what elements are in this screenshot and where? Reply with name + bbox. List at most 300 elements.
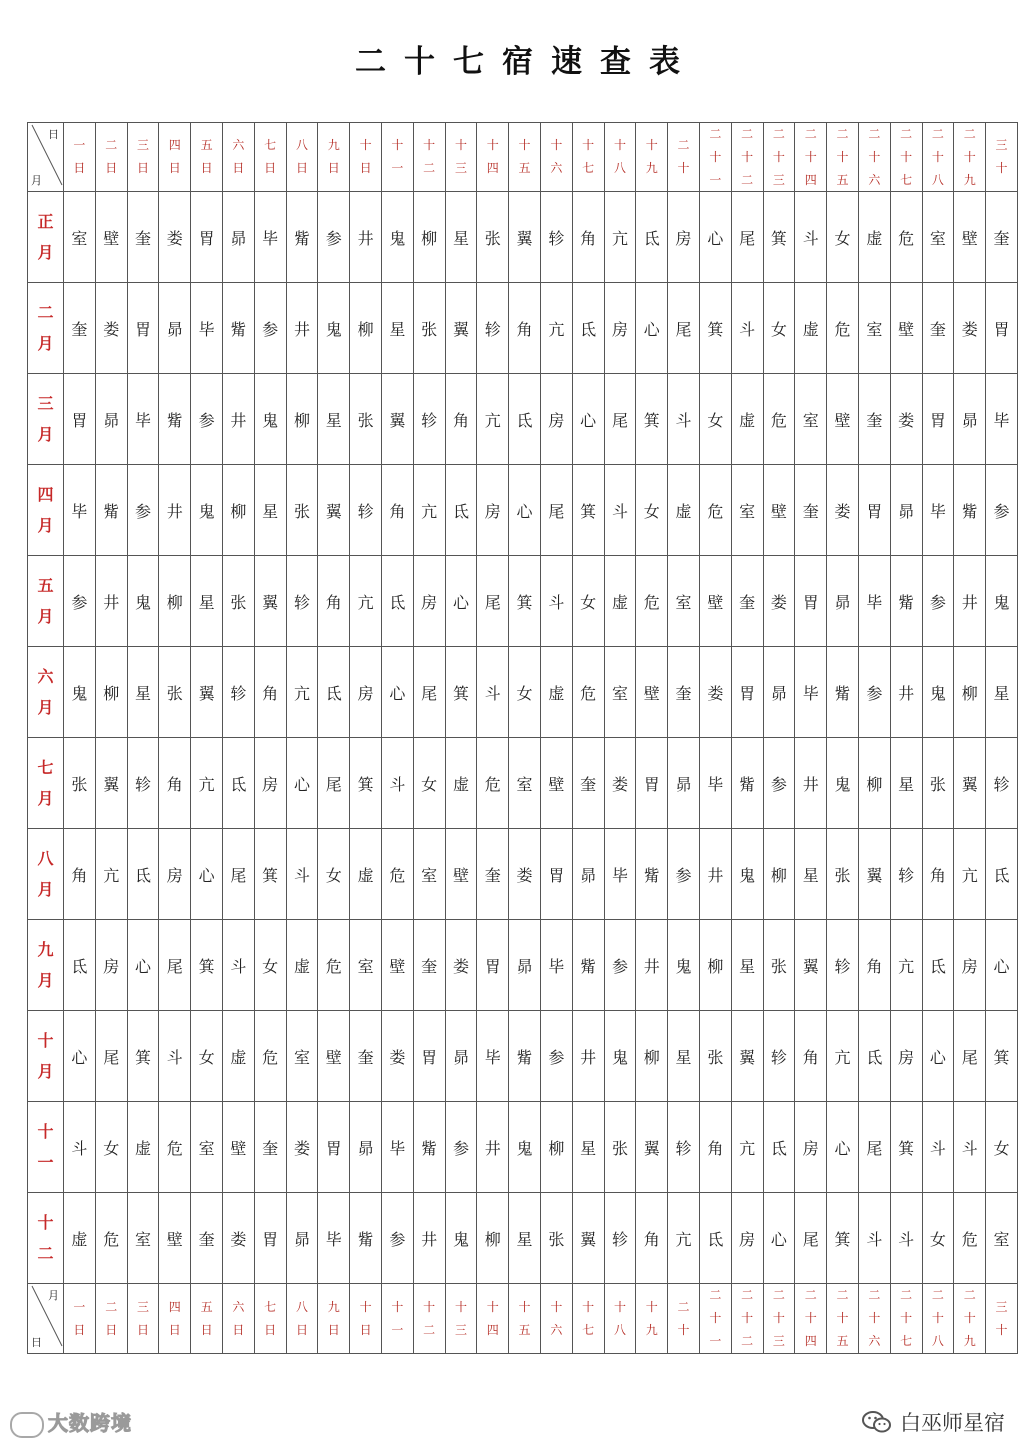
mansion-cell: 毕 [381, 1102, 413, 1193]
mansion-cell: 鬼 [986, 556, 1018, 647]
mansion-cell: 参 [763, 738, 795, 829]
month-label-char: 一 [37, 1153, 54, 1173]
mansion-cell: 房 [95, 920, 127, 1011]
mansion-cell: 亢 [286, 647, 318, 738]
mansion-cell: 斗 [540, 556, 572, 647]
mansion-cell: 毕 [540, 920, 572, 1011]
month-label [28, 920, 64, 1011]
day-label-char: 三 [136, 1299, 149, 1314]
day-label-char: 八 [613, 1322, 626, 1337]
mansion-cell: 亢 [731, 1102, 763, 1193]
day-label-char: 七 [900, 172, 913, 187]
day-label [699, 123, 731, 192]
mansion-cell: 角 [572, 192, 604, 283]
day-label-char: 日 [295, 161, 308, 176]
mansion-cell: 翼 [191, 647, 223, 738]
day-label [954, 123, 986, 192]
mansion-cell: 奎 [795, 465, 827, 556]
mansion-cell: 箕 [827, 1193, 859, 1284]
mansion-cell: 斗 [604, 465, 636, 556]
mansion-cell: 箕 [127, 1011, 159, 1102]
mansion-cell: 虚 [127, 1102, 159, 1193]
mansion-cell: 危 [572, 647, 604, 738]
day-label-char: 日 [359, 161, 372, 176]
day-label-char: 十 [423, 138, 436, 153]
mansion-cell: 箕 [890, 1102, 922, 1193]
day-label-char: 十 [613, 138, 626, 153]
mansion-cell: 氐 [699, 1193, 731, 1284]
day-label-char: 十 [772, 149, 785, 164]
mansion-cell: 娄 [890, 374, 922, 465]
month-row [28, 1193, 1018, 1284]
mansion-cell: 亢 [191, 738, 223, 829]
mansion-cell: 星 [572, 1102, 604, 1193]
mansion-cell: 鬼 [127, 556, 159, 647]
month-row [28, 829, 1018, 920]
day-label-char: 六 [868, 1333, 881, 1348]
mansion-cell: 昴 [509, 920, 541, 1011]
mansion-cell: 壁 [222, 1102, 254, 1193]
mansion-cell: 觜 [890, 556, 922, 647]
day-label-char: 十 [518, 138, 531, 153]
day-label-char: 五 [200, 1299, 213, 1314]
mansion-cell: 翼 [731, 1011, 763, 1102]
day-label-char: 二 [868, 127, 881, 141]
day-label-char: 日 [73, 161, 86, 176]
mansion-cell: 女 [636, 465, 668, 556]
day-label [222, 1284, 254, 1353]
mansion-cell: 鬼 [64, 647, 96, 738]
mansion-cell: 胃 [413, 1011, 445, 1102]
day-label-char: 九 [645, 161, 658, 176]
mansion-cell: 亢 [477, 374, 509, 465]
day-label-char: 日 [359, 1322, 372, 1337]
day-label [731, 123, 763, 192]
mansion-cell: 柳 [286, 374, 318, 465]
day-label [858, 123, 890, 192]
day-label [318, 123, 350, 192]
mansion-cell: 女 [572, 556, 604, 647]
mansion-cell: 鬼 [827, 738, 859, 829]
mansion-cell: 室 [413, 829, 445, 920]
mansion-cell: 女 [95, 1102, 127, 1193]
mansion-cell: 氐 [763, 1102, 795, 1193]
mansion-cell: 室 [922, 192, 954, 283]
mansion-cell: 柳 [350, 283, 382, 374]
mansion-cell: 室 [731, 465, 763, 556]
mansion-cell: 张 [604, 1102, 636, 1193]
day-label-char: 二 [900, 127, 913, 141]
day-label-char: 日 [232, 1322, 245, 1337]
day-label-char: 二 [931, 127, 944, 141]
mansion-cell: 房 [954, 920, 986, 1011]
day-label-char: 日 [73, 1322, 86, 1337]
day-label-char: 九 [327, 1299, 340, 1314]
mansion-cell: 房 [350, 647, 382, 738]
mansion-cell: 星 [191, 556, 223, 647]
mansion-cell: 胃 [64, 374, 96, 465]
mansion-cell: 轸 [827, 920, 859, 1011]
mansion-cell: 女 [254, 920, 286, 1011]
mansion-cell: 胃 [540, 829, 572, 920]
mansion-cell: 心 [922, 1011, 954, 1102]
mansion-cell: 参 [922, 556, 954, 647]
day-label-char: 日 [232, 161, 245, 176]
day-label [64, 1284, 96, 1353]
mansion-cell: 翼 [509, 192, 541, 283]
mansion-cell: 斗 [381, 738, 413, 829]
mansion-cell: 轸 [540, 192, 572, 283]
mansion-cell: 箕 [636, 374, 668, 465]
mansion-cell: 氐 [572, 283, 604, 374]
mansion-cell: 轸 [986, 738, 1018, 829]
mansion-cell: 心 [381, 647, 413, 738]
month-label-char: 月 [37, 789, 54, 809]
day-label-char: 一 [391, 1322, 404, 1337]
mansion-lookup-table [27, 122, 1018, 1354]
month-label [28, 1193, 64, 1284]
mansion-cell: 娄 [827, 465, 859, 556]
day-label-char: 二 [804, 1288, 817, 1303]
mansion-cell: 张 [413, 283, 445, 374]
day-label-char: 十 [995, 1322, 1008, 1337]
mansion-cell: 毕 [64, 465, 96, 556]
mansion-cell: 娄 [954, 283, 986, 374]
day-label [95, 123, 127, 192]
mansion-cell: 尾 [731, 192, 763, 283]
mansion-cell: 昴 [890, 465, 922, 556]
mansion-cell: 奎 [986, 192, 1018, 283]
mansion-cell: 心 [191, 829, 223, 920]
mansion-cell: 危 [95, 1193, 127, 1284]
day-label-char: 一 [73, 1299, 86, 1314]
mansion-cell: 房 [668, 192, 700, 283]
weibo-logo-icon [10, 1412, 44, 1438]
day-label [763, 123, 795, 192]
mansion-cell: 心 [572, 374, 604, 465]
mansion-cell: 星 [986, 647, 1018, 738]
mansion-cell: 心 [699, 192, 731, 283]
mansion-cell: 胃 [318, 1102, 350, 1193]
day-label [318, 1284, 350, 1353]
day-label-char: 二 [804, 127, 817, 141]
mansion-cell: 氐 [636, 192, 668, 283]
mansion-cell: 井 [572, 1011, 604, 1102]
mansion-cell: 昴 [668, 738, 700, 829]
month-label [28, 1011, 64, 1102]
day-label-char: 十 [868, 149, 881, 164]
mansion-cell: 星 [318, 374, 350, 465]
mansion-cell: 柳 [763, 829, 795, 920]
month-label-char: 五 [37, 576, 54, 596]
mansion-cell: 张 [477, 192, 509, 283]
mansion-cell: 壁 [540, 738, 572, 829]
mansion-cell: 张 [222, 556, 254, 647]
day-label [159, 1284, 191, 1353]
mansion-cell: 昴 [827, 556, 859, 647]
mansion-cell: 虚 [858, 192, 890, 283]
mansion-cell: 斗 [731, 283, 763, 374]
mansion-cell: 心 [509, 465, 541, 556]
day-label [381, 123, 413, 192]
mansion-cell: 心 [763, 1193, 795, 1284]
day-label-char: 十 [709, 149, 722, 164]
mansion-cell: 娄 [509, 829, 541, 920]
day-label-char: 十 [900, 1311, 913, 1326]
day-label [381, 1284, 413, 1353]
mansion-cell: 心 [827, 1102, 859, 1193]
mansion-cell: 柳 [540, 1102, 572, 1193]
mansion-cell: 心 [445, 556, 477, 647]
mansion-cell: 井 [954, 556, 986, 647]
day-label [286, 123, 318, 192]
day-label-char: 十 [391, 138, 404, 153]
mansion-cell: 鬼 [191, 465, 223, 556]
mansion-cell: 胃 [477, 920, 509, 1011]
mansion-cell: 箕 [350, 738, 382, 829]
mansion-cell: 娄 [381, 1011, 413, 1102]
mansion-cell: 角 [699, 1102, 731, 1193]
watermark-right-text: 白巫师星宿 [900, 1411, 1005, 1435]
day-label-char: 十 [550, 138, 563, 153]
day-label-char: 十 [963, 1311, 976, 1326]
mansion-cell: 角 [795, 1011, 827, 1102]
mansion-cell: 参 [540, 1011, 572, 1102]
mansion-cell: 觜 [827, 647, 859, 738]
mansion-cell: 娄 [445, 920, 477, 1011]
mansion-cell: 壁 [445, 829, 477, 920]
day-label-char: 二 [105, 1299, 118, 1314]
mansion-cell: 心 [986, 920, 1018, 1011]
mansion-cell: 井 [159, 465, 191, 556]
day-label-char: 四 [486, 161, 499, 176]
mansion-cell: 角 [318, 556, 350, 647]
day-label-char: 四 [168, 1299, 181, 1314]
mansion-cell: 参 [986, 465, 1018, 556]
corner-top-label: 日 [48, 128, 59, 141]
watermark-right [862, 1407, 1005, 1439]
day-label-char: 七 [264, 138, 277, 153]
mansion-cell: 觜 [413, 1102, 445, 1193]
mansion-cell: 尾 [222, 829, 254, 920]
day-label [509, 123, 541, 192]
mansion-cell: 尾 [95, 1011, 127, 1102]
mansion-cell: 觜 [731, 738, 763, 829]
mansion-cell: 斗 [954, 1102, 986, 1193]
day-label-char: 四 [486, 1322, 499, 1337]
mansion-cell: 柳 [222, 465, 254, 556]
month-label [28, 1102, 64, 1193]
month-row [28, 738, 1018, 829]
day-label-char: 日 [105, 161, 118, 176]
month-label-char: 月 [37, 1062, 54, 1082]
day-label-char: 十 [836, 149, 849, 164]
mansion-cell: 翼 [445, 283, 477, 374]
day-label-char: 七 [582, 1322, 595, 1337]
mansion-cell: 张 [350, 374, 382, 465]
mansion-cell: 奎 [858, 374, 890, 465]
mansion-cell: 女 [922, 1193, 954, 1284]
month-label-char: 月 [37, 425, 54, 445]
mansion-cell: 奎 [922, 283, 954, 374]
mansion-cell: 毕 [127, 374, 159, 465]
day-label-char: 十 [582, 138, 595, 153]
mansion-cell: 参 [604, 920, 636, 1011]
day-label-char: 三 [772, 1333, 785, 1348]
month-label-char: 十 [37, 1213, 54, 1233]
day-label-char: 一 [391, 161, 404, 176]
mansion-cell: 角 [381, 465, 413, 556]
day-label-char: 三 [136, 138, 149, 153]
mansion-cell: 柳 [699, 920, 731, 1011]
mansion-cell: 井 [413, 1193, 445, 1284]
mansion-cell: 虚 [445, 738, 477, 829]
day-label-char: 十 [391, 1299, 404, 1314]
mansion-cell: 壁 [763, 465, 795, 556]
watermark-left [10, 1407, 132, 1438]
mansion-cell: 箕 [572, 465, 604, 556]
day-label-char: 九 [963, 1333, 976, 1348]
mansion-cell: 亢 [413, 465, 445, 556]
day-label-char: 九 [327, 138, 340, 153]
month-label-char: 八 [37, 849, 54, 869]
day-label [191, 1284, 223, 1353]
mansion-cell: 毕 [922, 465, 954, 556]
day-label [731, 1284, 763, 1353]
mansion-cell: 参 [445, 1102, 477, 1193]
mansion-cell: 胃 [127, 283, 159, 374]
mansion-cell: 柳 [413, 192, 445, 283]
mansion-cell: 角 [159, 738, 191, 829]
day-label-char: 日 [264, 1322, 277, 1337]
day-label-char: 日 [327, 161, 340, 176]
mansion-cell: 室 [858, 283, 890, 374]
watermark-left-text: 大数跨境 [48, 1411, 132, 1435]
mansion-cell: 壁 [381, 920, 413, 1011]
day-footer-row [28, 1284, 1018, 1353]
day-label-char: 二 [963, 127, 976, 141]
mansion-cell: 觜 [286, 192, 318, 283]
mansion-cell: 角 [858, 920, 890, 1011]
mansion-cell: 斗 [858, 1193, 890, 1284]
day-label-char: 九 [645, 1322, 658, 1337]
mansion-cell: 虚 [731, 374, 763, 465]
day-label-char: 一 [73, 138, 86, 153]
day-label-char: 二 [423, 161, 436, 176]
mansion-cell: 毕 [795, 647, 827, 738]
day-label-char: 十 [613, 1299, 626, 1314]
day-label-char: 日 [200, 161, 213, 176]
mansion-cell: 氐 [381, 556, 413, 647]
mansion-cell: 星 [445, 192, 477, 283]
day-label-char: 十 [645, 138, 658, 153]
mansion-cell: 箕 [254, 829, 286, 920]
mansion-cell: 氐 [858, 1011, 890, 1102]
corner-top-label: 月 [48, 1289, 59, 1303]
day-label [699, 1284, 731, 1353]
day-label [191, 123, 223, 192]
day-header-row [28, 123, 1018, 192]
mansion-cell: 奎 [731, 556, 763, 647]
day-label-char: 二 [677, 138, 690, 153]
day-label [827, 1284, 859, 1353]
mansion-cell: 柳 [159, 556, 191, 647]
mansion-cell: 尾 [954, 1011, 986, 1102]
month-label-char: 月 [37, 698, 54, 718]
month-label [28, 738, 64, 829]
mansion-cell: 张 [159, 647, 191, 738]
mansion-cell: 毕 [477, 1011, 509, 1102]
mansion-cell: 室 [986, 1193, 1018, 1284]
mansion-cell: 室 [509, 738, 541, 829]
day-label [922, 1284, 954, 1353]
day-label [668, 1284, 700, 1353]
mansion-cell: 昴 [572, 829, 604, 920]
mansion-cell: 星 [890, 738, 922, 829]
day-label [763, 1284, 795, 1353]
mansion-cell: 鬼 [254, 374, 286, 465]
mansion-cell: 胃 [858, 465, 890, 556]
mansion-cell: 虚 [64, 1193, 96, 1284]
mansion-cell: 星 [254, 465, 286, 556]
month-row [28, 465, 1018, 556]
mansion-cell: 娄 [699, 647, 731, 738]
day-label-char: 二 [709, 127, 722, 141]
mansion-cell: 危 [477, 738, 509, 829]
mansion-cell: 胃 [795, 556, 827, 647]
day-label-char: 十 [550, 1299, 563, 1314]
day-label-char: 日 [136, 1322, 149, 1337]
mansion-cell: 井 [222, 374, 254, 465]
month-label-char: 九 [37, 940, 54, 960]
mansion-cell: 氐 [222, 738, 254, 829]
month-row [28, 192, 1018, 283]
mansion-cell: 女 [763, 283, 795, 374]
mansion-cell: 斗 [286, 829, 318, 920]
day-label-char: 十 [582, 1299, 595, 1314]
mansion-cell: 尾 [858, 1102, 890, 1193]
day-label [413, 123, 445, 192]
mansion-cell: 柳 [954, 647, 986, 738]
day-label-char: 十 [931, 1311, 944, 1326]
mansion-cell: 娄 [159, 192, 191, 283]
day-label-char: 六 [232, 1299, 245, 1314]
mansion-cell: 翼 [318, 465, 350, 556]
mansion-cell: 轸 [413, 374, 445, 465]
day-label-char: 二 [709, 1288, 722, 1303]
day-label-char: 二 [931, 1288, 944, 1303]
mansion-cell: 井 [795, 738, 827, 829]
day-label-char: 七 [582, 161, 595, 176]
day-label-char: 五 [836, 172, 849, 187]
mansion-cell: 翼 [954, 738, 986, 829]
mansion-cell: 星 [381, 283, 413, 374]
mansion-cell: 女 [318, 829, 350, 920]
mansion-cell: 亢 [954, 829, 986, 920]
mansion-cell: 心 [64, 1011, 96, 1102]
mansion-cell: 参 [254, 283, 286, 374]
mansion-cell: 觜 [222, 283, 254, 374]
mansion-cell: 角 [64, 829, 96, 920]
mansion-cell: 箕 [509, 556, 541, 647]
day-label-char: 八 [295, 1299, 308, 1314]
mansion-cell: 亢 [350, 556, 382, 647]
month-row [28, 1011, 1018, 1102]
mansion-cell: 昴 [445, 1011, 477, 1102]
mansion-cell: 氐 [922, 920, 954, 1011]
day-label-char: 六 [232, 138, 245, 153]
day-label-char: 五 [518, 161, 531, 176]
